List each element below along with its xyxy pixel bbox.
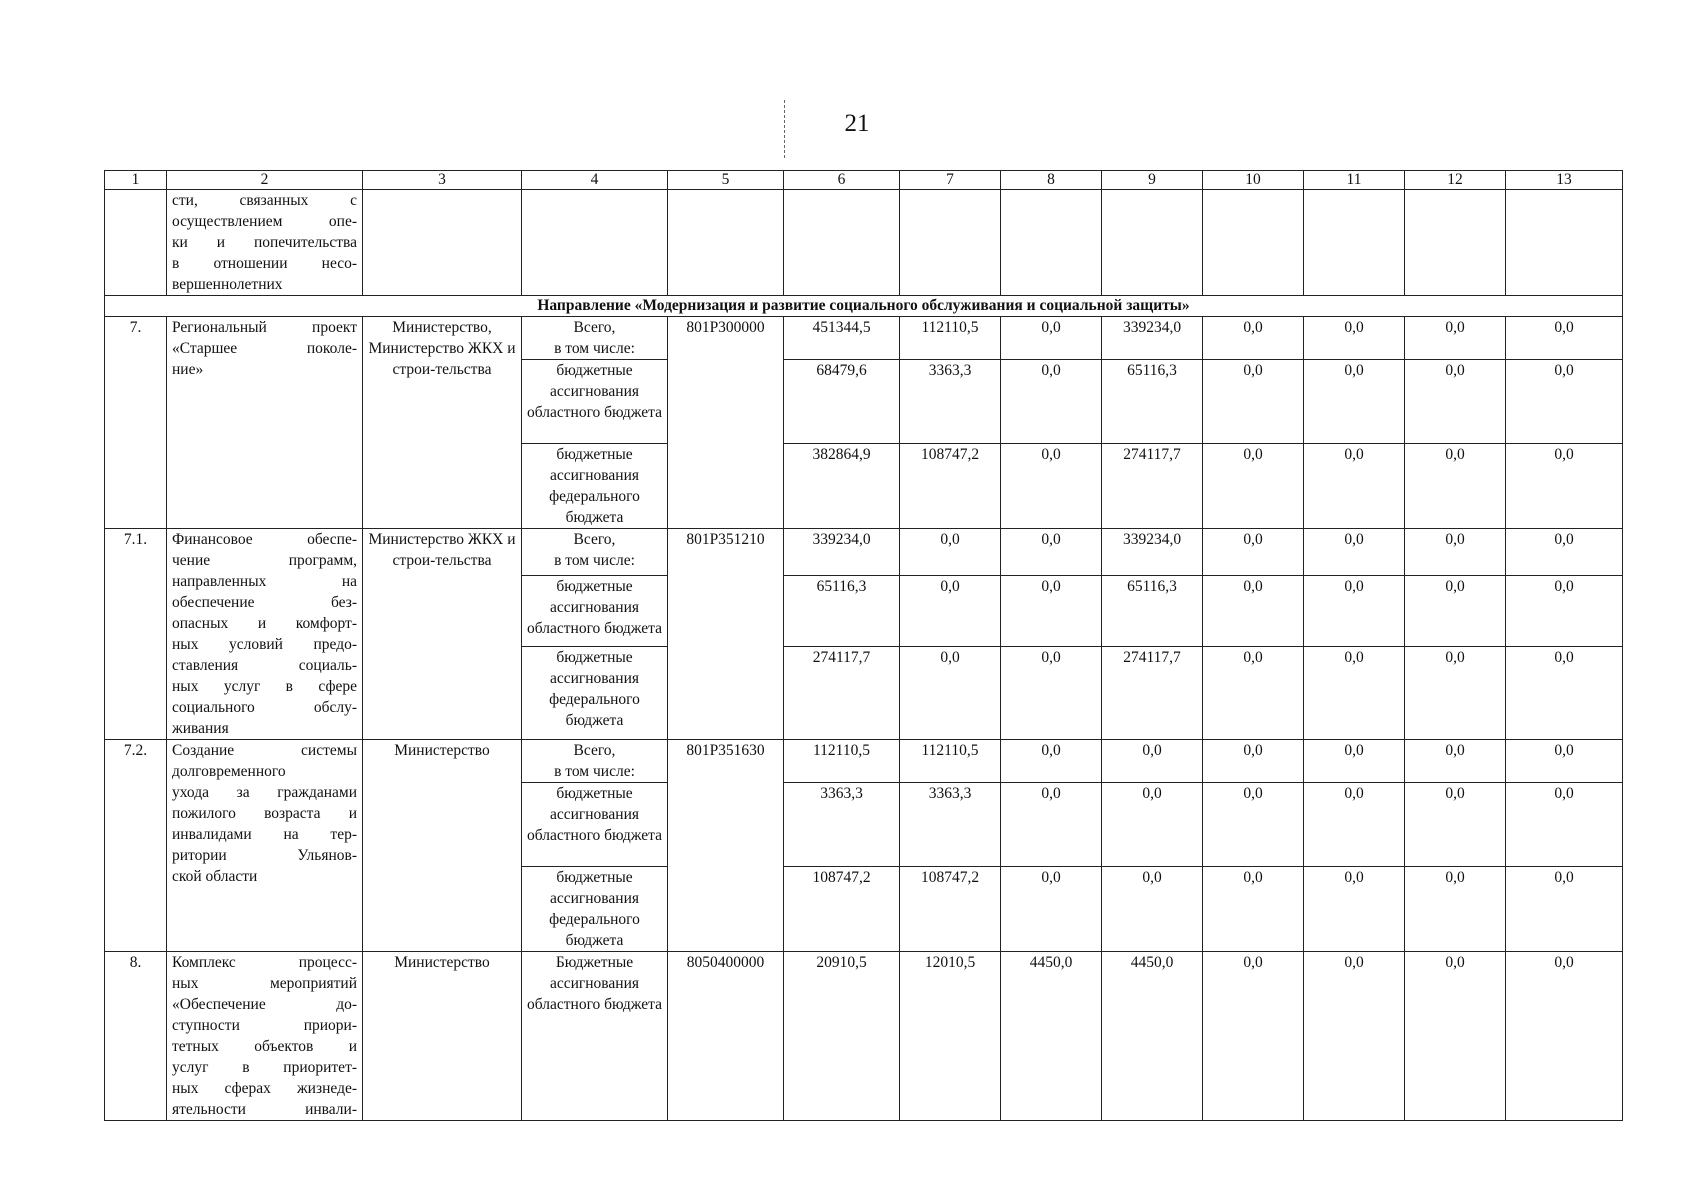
row-total-label: Всего, в том числе: [522, 317, 668, 360]
cell-value: 108747,2 [784, 867, 900, 952]
cell-value: 0,0 [1001, 529, 1102, 576]
cell-value: 112110,5 [900, 740, 1001, 783]
row-number: 7.2. [105, 740, 167, 952]
row-executor: Министерство [363, 952, 522, 1121]
cell-value: 0,0 [1506, 444, 1623, 529]
cell-value: 0,0 [1203, 444, 1304, 529]
col-header-6: 6 [784, 171, 900, 190]
federal-budget-label: бюджетные ассигнования федерального бюджета [522, 646, 668, 739]
cell-value: 0,0 [1405, 360, 1506, 444]
cell-value: 0,0 [1001, 740, 1102, 783]
row-code: 8050400000 [668, 952, 784, 1121]
cell-value: 0,0 [1102, 740, 1203, 783]
regional-budget-label: Бюджетные ассигнования областного бюджета [522, 952, 668, 1121]
cell-value: 0,0 [1506, 952, 1623, 1121]
section-row [105, 296, 1623, 317]
cell-value: 112110,5 [784, 740, 900, 783]
col-header-12: 12 [1405, 171, 1506, 190]
cell-value: 4450,0 [1102, 952, 1203, 1121]
row-executor: Министерство, Министерство ЖКХ и строи-тельства [363, 317, 522, 529]
row-total-label: Всего, в том числе: [522, 740, 668, 783]
table-row [105, 529, 1623, 576]
cell-value: 0,0 [1506, 576, 1623, 646]
cell-value: 0,0 [1304, 576, 1405, 646]
table-row [105, 317, 1623, 360]
row-name: Создание системы долговременного ухода за гражданами пожилого возраста и инвалидами на тер- ритории Ульянов- ской области [167, 740, 363, 952]
cell-value: 0,0 [1304, 529, 1405, 576]
cell-value: 0,0 [900, 646, 1001, 739]
continuation-name-cell: сти, связанных с осуществлением опе- ки и попечительства в отношении несо- вершеннолетних [167, 190, 363, 296]
cell-value: 0,0 [1506, 360, 1623, 444]
federal-budget-label: бюджетные ассигнования федерального бюджета [522, 867, 668, 952]
cell-value: 112110,5 [900, 317, 1001, 360]
cell-value: 0,0 [1203, 740, 1304, 783]
cell-value: 0,0 [1506, 783, 1623, 867]
cell-value: 12010,5 [900, 952, 1001, 1121]
row-name: Региональный проект «Старшее поколе- ние» [167, 317, 363, 529]
col-header-11: 11 [1304, 171, 1405, 190]
regional-budget-label: бюджетные ассигнования областного бюджета [522, 360, 668, 444]
cell-value: 0,0 [1405, 317, 1506, 360]
cell-value: 0,0 [1304, 740, 1405, 783]
cell-value: 65116,3 [784, 576, 900, 646]
cell-value: 382864,9 [784, 444, 900, 529]
cell-value: 339234,0 [1102, 317, 1203, 360]
cell-value: 0,0 [900, 576, 1001, 646]
page-number: 21 [844, 110, 870, 137]
cell-value: 274117,7 [1102, 444, 1203, 529]
cell-value: 0,0 [1405, 444, 1506, 529]
cell-value: 3363,3 [900, 360, 1001, 444]
row-number: 8. [105, 952, 167, 1121]
cell-value: 0,0 [1304, 867, 1405, 952]
cell-value: 0,0 [1506, 646, 1623, 739]
cell-value: 0,0 [1304, 646, 1405, 739]
cell-value: 3363,3 [784, 783, 900, 867]
row-total-label: Всего, в том числе: [522, 529, 668, 576]
cell-value: 0,0 [1304, 444, 1405, 529]
cell-value: 0,0 [1405, 952, 1506, 1121]
cell-value: 0,0 [1001, 360, 1102, 444]
cell-value: 339234,0 [1102, 529, 1203, 576]
table-row [105, 740, 1623, 783]
cell-value: 108747,2 [900, 444, 1001, 529]
cell-value: 0,0 [1203, 317, 1304, 360]
cell-value: 0,0 [1304, 360, 1405, 444]
cell-value: 0,0 [1405, 740, 1506, 783]
cell-value: 0,0 [1506, 529, 1623, 576]
cell-value: 0,0 [1304, 952, 1405, 1121]
cell-value: 0,0 [900, 529, 1001, 576]
cell-value: 0,0 [1203, 646, 1304, 739]
cell-value: 0,0 [1102, 783, 1203, 867]
row-executor: Министерство ЖКХ и строи-тельства [363, 529, 522, 740]
cell-value: 0,0 [1405, 529, 1506, 576]
cell-value: 274117,7 [1102, 646, 1203, 739]
cell-value: 0,0 [1001, 646, 1102, 739]
cell-value: 20910,5 [784, 952, 900, 1121]
cell-value: 451344,5 [784, 317, 900, 360]
cell-value: 0,0 [1102, 867, 1203, 952]
federal-budget-label: бюджетные ассигнования федерального бюджета [522, 444, 668, 529]
row-name: Финансовое обеспе- чение программ, направленных на обеспечение без- опасных и комфорт- ных условий предо- ставления социаль- ных услуг в сфере социального обслу- живания [167, 529, 363, 740]
continuation-row [105, 190, 1623, 296]
row-code: 801P351630 [668, 740, 784, 952]
cell-value: 0,0 [1203, 783, 1304, 867]
cell-value: 0,0 [1506, 740, 1623, 783]
cell-value: 274117,7 [784, 646, 900, 739]
col-header-5: 5 [668, 171, 784, 190]
cell-value: 0,0 [1506, 317, 1623, 360]
cell-value: 68479,6 [784, 360, 900, 444]
table-row [105, 952, 1623, 1121]
cell-value: 0,0 [1001, 867, 1102, 952]
cell-value: 0,0 [1405, 867, 1506, 952]
budget-table [104, 170, 1623, 1121]
section-title: Направление «Модернизация и развитие социального обслуживания и социальной защиты» [105, 296, 1623, 317]
cell-value: 3363,3 [900, 783, 1001, 867]
row-number: 7. [105, 317, 167, 529]
cell-value: 65116,3 [1102, 576, 1203, 646]
column-numbers-row [105, 171, 1623, 190]
cell-value: 0,0 [1405, 576, 1506, 646]
cell-value: 108747,2 [900, 867, 1001, 952]
col-header-9: 9 [1102, 171, 1203, 190]
cell-value: 65116,3 [1102, 360, 1203, 444]
cell-value: 0,0 [1001, 783, 1102, 867]
cell-value: 0,0 [1203, 867, 1304, 952]
cell-value: 339234,0 [784, 529, 900, 576]
col-header-8: 8 [1001, 171, 1102, 190]
col-header-2: 2 [167, 171, 363, 190]
cell-value: 0,0 [1405, 646, 1506, 739]
cell-value: 0,0 [1203, 360, 1304, 444]
cell-value: 0,0 [1001, 444, 1102, 529]
row-number: 7.1. [105, 529, 167, 740]
cell-value: 0,0 [1506, 867, 1623, 952]
cell-value: 0,0 [1405, 783, 1506, 867]
cell-value: 0,0 [1001, 317, 1102, 360]
cell-value: 4450,0 [1001, 952, 1102, 1121]
col-header-13: 13 [1506, 171, 1623, 190]
cell-value: 0,0 [1203, 952, 1304, 1121]
row-name: Комплекс процесс- ных мероприятий «Обеспечение до- ступности приори- тетных объектов и услуг в приоритет- ных сферах жизнеде- ятельности инвали- [167, 952, 363, 1121]
cell-value: 0,0 [1001, 576, 1102, 646]
col-header-4: 4 [522, 171, 668, 190]
col-header-7: 7 [900, 171, 1001, 190]
cell-value: 0,0 [1304, 783, 1405, 867]
cell-value: 0,0 [1203, 529, 1304, 576]
row-code: 801P300000 [668, 317, 784, 529]
row-code: 801P351210 [668, 529, 784, 740]
col-header-10: 10 [1203, 171, 1304, 190]
cell-value: 0,0 [1203, 576, 1304, 646]
row-executor: Министерство [363, 740, 522, 952]
col-header-3: 3 [363, 171, 522, 190]
col-header-1: 1 [105, 171, 167, 190]
regional-budget-label: бюджетные ассигнования областного бюджета [522, 576, 668, 646]
cell-value: 0,0 [1304, 317, 1405, 360]
regional-budget-label: бюджетные ассигнования областного бюджета [522, 783, 668, 867]
